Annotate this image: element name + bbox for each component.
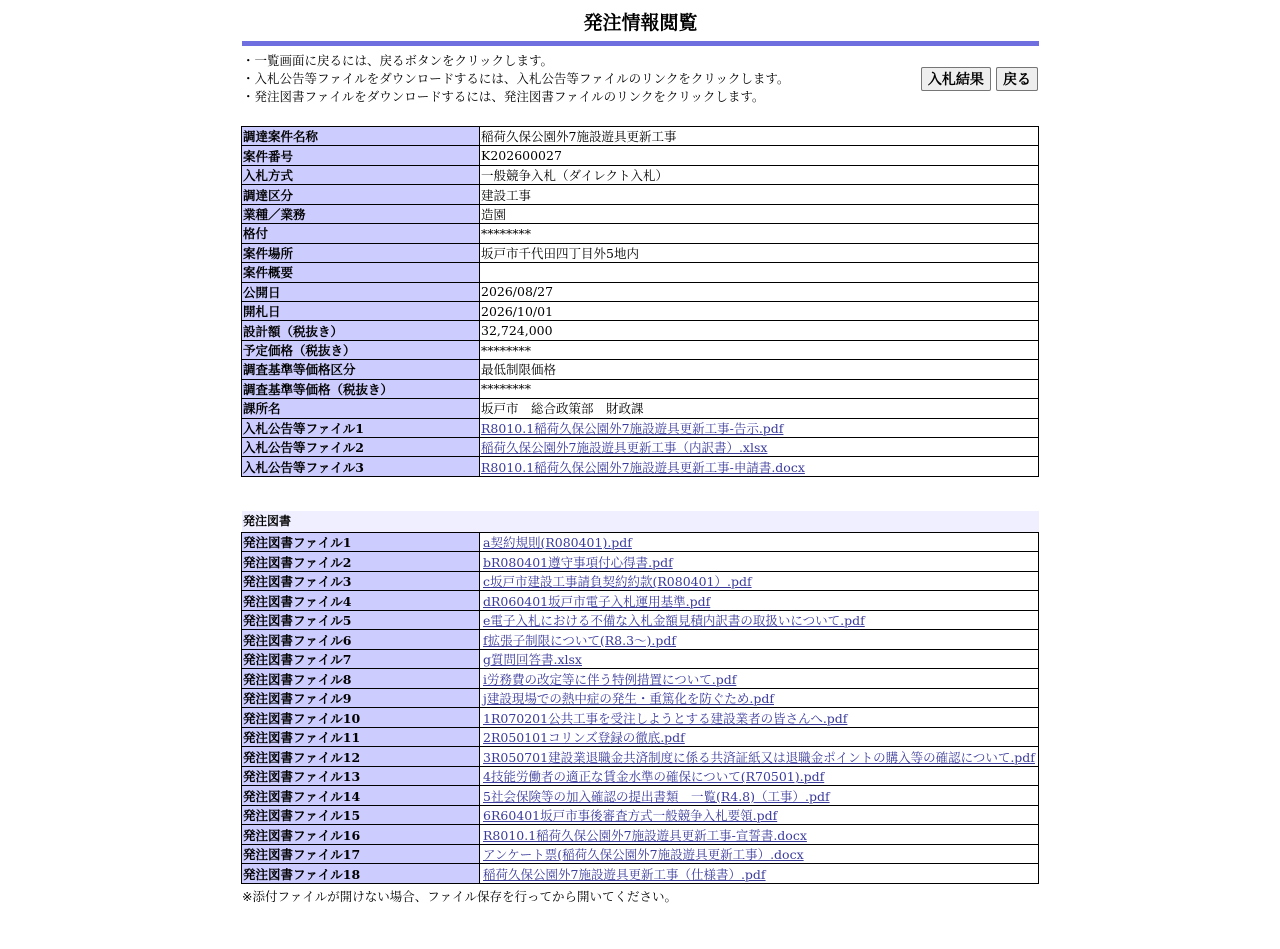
- instruction-line: ・入札公告等ファイルをダウンロードするには、入札公告等ファイルのリンクをクリックします。: [242, 71, 790, 86]
- row-value: [480, 263, 1039, 282]
- row-label: 開札日: [242, 301, 480, 320]
- row-value: 32,724,000: [480, 321, 1039, 340]
- file-row: [242, 688, 1039, 708]
- file-row: [242, 864, 1039, 884]
- file-link[interactable]: アンケート票(稲荷久保公園外7施設遊具更新工事）.docx: [483, 847, 804, 863]
- row-value: [480, 727, 1039, 747]
- row-label: 入札公告等ファイル2: [242, 438, 480, 457]
- file-link[interactable]: 1R070201公共工事を受注しようとする建設業者の皆さんへ.pdf: [483, 710, 848, 726]
- info-row: [242, 321, 1039, 340]
- button-group: [921, 67, 1038, 91]
- row-label: 課所名: [242, 399, 480, 418]
- file-row: [242, 669, 1039, 689]
- row-value: 造園: [480, 204, 1039, 223]
- file-row: [242, 766, 1039, 786]
- row-value: 坂戸市 総合政策部 財政課: [480, 399, 1039, 418]
- file-link[interactable]: i労務費の改定等に伴う特例措置について.pdf: [483, 671, 737, 687]
- case-info-table: [241, 126, 1039, 477]
- info-row: [242, 379, 1039, 398]
- instruction-line: ・一覧画面に戻るには、戻るボタンをクリックします。: [242, 53, 554, 68]
- row-value: [480, 766, 1039, 786]
- file-link[interactable]: R8010.1稲荷久保公園外7施設遊具更新工事-宣誓書.docx: [483, 827, 807, 843]
- row-value: ********: [480, 340, 1039, 359]
- row-value: 一般競争入札（ダイレクト入札）: [480, 165, 1039, 184]
- row-label: 入札方式: [242, 165, 480, 184]
- info-row: [242, 185, 1039, 204]
- file-link[interactable]: 2R050101コリンズ登録の徹底.pdf: [483, 730, 685, 746]
- row-value: [480, 844, 1039, 864]
- row-value: [480, 418, 1039, 437]
- info-row: [242, 127, 1039, 146]
- info-row: [242, 224, 1039, 243]
- row-label: 調査基準等価格区分: [242, 360, 480, 379]
- page-container: [242, 0, 1039, 905]
- file-row: [242, 610, 1039, 630]
- row-label: 案件番号: [242, 146, 480, 165]
- row-label: 発注図書ファイル5: [242, 610, 480, 630]
- row-value: K202600027: [480, 146, 1039, 165]
- row-label: 業種／業務: [242, 204, 480, 223]
- file-row: [242, 532, 1039, 552]
- file-link[interactable]: a契約規則(R080401).pdf: [483, 535, 632, 551]
- row-label: 発注図書ファイル2: [242, 552, 480, 572]
- row-value: [480, 805, 1039, 825]
- row-label: 発注図書ファイル15: [242, 805, 480, 825]
- row-label: 発注図書ファイル13: [242, 766, 480, 786]
- file-row: [242, 805, 1039, 825]
- row-label: 発注図書ファイル16: [242, 825, 480, 845]
- info-row: [242, 146, 1039, 165]
- bid-result-button[interactable]: 入札結果: [921, 67, 991, 91]
- file-link[interactable]: 稲荷久保公園外7施設遊具更新工事（内訳書）.xlsx: [481, 440, 768, 456]
- info-row: [242, 418, 1039, 437]
- file-link[interactable]: 稲荷久保公園外7施設遊具更新工事（仕様書）.pdf: [483, 866, 766, 882]
- file-link[interactable]: 5社会保険等の加入確認の提出書類 一覧(R4.8)（工事）.pdf: [483, 788, 830, 804]
- row-value: [480, 786, 1039, 806]
- row-value: [480, 552, 1039, 572]
- row-label: 発注図書ファイル14: [242, 786, 480, 806]
- info-row: [242, 340, 1039, 359]
- row-label: 発注図書ファイル11: [242, 727, 480, 747]
- intro-area: [242, 46, 1039, 126]
- row-label: 発注図書ファイル10: [242, 708, 480, 728]
- row-value: [480, 864, 1039, 884]
- row-label: 設計額（税抜き）: [242, 321, 480, 340]
- row-label: 公開日: [242, 282, 480, 301]
- row-value: [480, 825, 1039, 845]
- row-value: [480, 747, 1039, 767]
- row-value: 稲荷久保公園外7施設遊具更新工事: [480, 127, 1039, 146]
- row-label: 発注図書ファイル6: [242, 630, 480, 650]
- order-files-table: [241, 532, 1039, 884]
- file-link[interactable]: R8010.1稲荷久保公園外7施設遊具更新工事-申請書.docx: [481, 459, 805, 475]
- row-value: [480, 708, 1039, 728]
- instructions: [242, 52, 789, 106]
- row-value: [480, 457, 1039, 476]
- row-value: [480, 438, 1039, 457]
- row-value: ********: [480, 379, 1039, 398]
- row-label: 入札公告等ファイル1: [242, 418, 480, 437]
- row-label: 入札公告等ファイル3: [242, 457, 480, 476]
- footer-note: ※添付ファイルが開けない場合、ファイル保存を行ってから開いてください。: [242, 888, 677, 904]
- row-value: ********: [480, 224, 1039, 243]
- row-value: [480, 571, 1039, 591]
- row-label: 格付: [242, 224, 480, 243]
- row-label: 発注図書ファイル7: [242, 649, 480, 669]
- row-label: 調達区分: [242, 185, 480, 204]
- row-label: 発注図書ファイル9: [242, 688, 480, 708]
- info-row: [242, 243, 1039, 262]
- row-label: 案件概要: [242, 263, 480, 282]
- file-link[interactable]: 4技能労働者の適正な賃金水準の確保について(R70501).pdf: [483, 769, 825, 785]
- info-row: [242, 399, 1039, 418]
- file-row: [242, 825, 1039, 845]
- file-link[interactable]: c坂戸市建設工事請負契約約款(R080401）.pdf: [483, 574, 752, 590]
- row-label: 発注図書ファイル17: [242, 844, 480, 864]
- file-row: [242, 591, 1039, 611]
- row-value: 2026/10/01: [480, 301, 1039, 320]
- row-label: 案件場所: [242, 243, 480, 262]
- file-link[interactable]: R8010.1稲荷久保公園外7施設遊具更新工事-告示.pdf: [481, 420, 784, 436]
- file-link[interactable]: 6R60401坂戸市事後審査方式一般競争入札要領.pdf: [483, 808, 778, 824]
- instruction-line: ・発注図書ファイルをダウンロードするには、発注図書ファイルのリンクをクリックします。: [242, 89, 765, 104]
- row-label: 発注図書ファイル12: [242, 747, 480, 767]
- info-row: [242, 360, 1039, 379]
- file-link[interactable]: f拡張子制限について(R8.3～).pdf: [483, 632, 677, 648]
- file-row: [242, 727, 1039, 747]
- row-value: [480, 649, 1039, 669]
- row-value: 最低制限価格: [480, 360, 1039, 379]
- row-label: 発注図書ファイル4: [242, 591, 480, 611]
- row-label: 調査基準等価格（税抜き）: [242, 379, 480, 398]
- file-row: [242, 571, 1039, 591]
- row-label: 発注図書ファイル8: [242, 669, 480, 689]
- row-label: 発注図書ファイル18: [242, 864, 480, 884]
- file-link[interactable]: j建設現場での熱中症の発生・重篤化を防ぐため.pdf: [483, 691, 774, 707]
- file-row: [242, 844, 1039, 864]
- row-value: [480, 669, 1039, 689]
- file-link[interactable]: e電子入札における不備な入札金額見積内訳書の取扱いについて.pdf: [483, 613, 865, 629]
- file-row: [242, 630, 1039, 650]
- info-row: [242, 263, 1039, 282]
- file-row: [242, 708, 1039, 728]
- back-button[interactable]: 戻る: [996, 67, 1038, 91]
- info-row: [242, 282, 1039, 301]
- row-value: 建設工事: [480, 185, 1039, 204]
- file-link[interactable]: 3R050701建設業退職金共済制度に係る共済証紙又は退職金ポイントの購入等の確認について.pdf: [483, 749, 1035, 765]
- row-value: 坂戸市千代田四丁目外5地内: [480, 243, 1039, 262]
- file-row: [242, 747, 1039, 767]
- file-row: [242, 786, 1039, 806]
- file-row: [242, 552, 1039, 572]
- info-row: [242, 301, 1039, 320]
- row-value: [480, 688, 1039, 708]
- row-label: 調達案件名称: [242, 127, 480, 146]
- info-row: [242, 457, 1039, 476]
- files-section-title: 発注図書: [242, 511, 1039, 532]
- row-value: 2026/08/27: [480, 282, 1039, 301]
- row-value: [480, 610, 1039, 630]
- info-row: [242, 438, 1039, 457]
- info-row: [242, 165, 1039, 184]
- row-label: 予定価格（税抜き）: [242, 340, 480, 359]
- row-label: 発注図書ファイル1: [242, 532, 480, 552]
- file-link[interactable]: g質問回答書.xlsx: [483, 652, 582, 668]
- file-link[interactable]: bR080401遵守事項付心得書.pdf: [483, 554, 673, 570]
- row-value: [480, 630, 1039, 650]
- file-link[interactable]: dR060401坂戸市電子入札運用基準.pdf: [483, 593, 711, 609]
- row-label: 発注図書ファイル3: [242, 571, 480, 591]
- info-row: [242, 204, 1039, 223]
- row-value: [480, 591, 1039, 611]
- file-row: [242, 649, 1039, 669]
- page-title: 発注情報閲覧: [583, 12, 698, 34]
- row-value: [480, 532, 1039, 552]
